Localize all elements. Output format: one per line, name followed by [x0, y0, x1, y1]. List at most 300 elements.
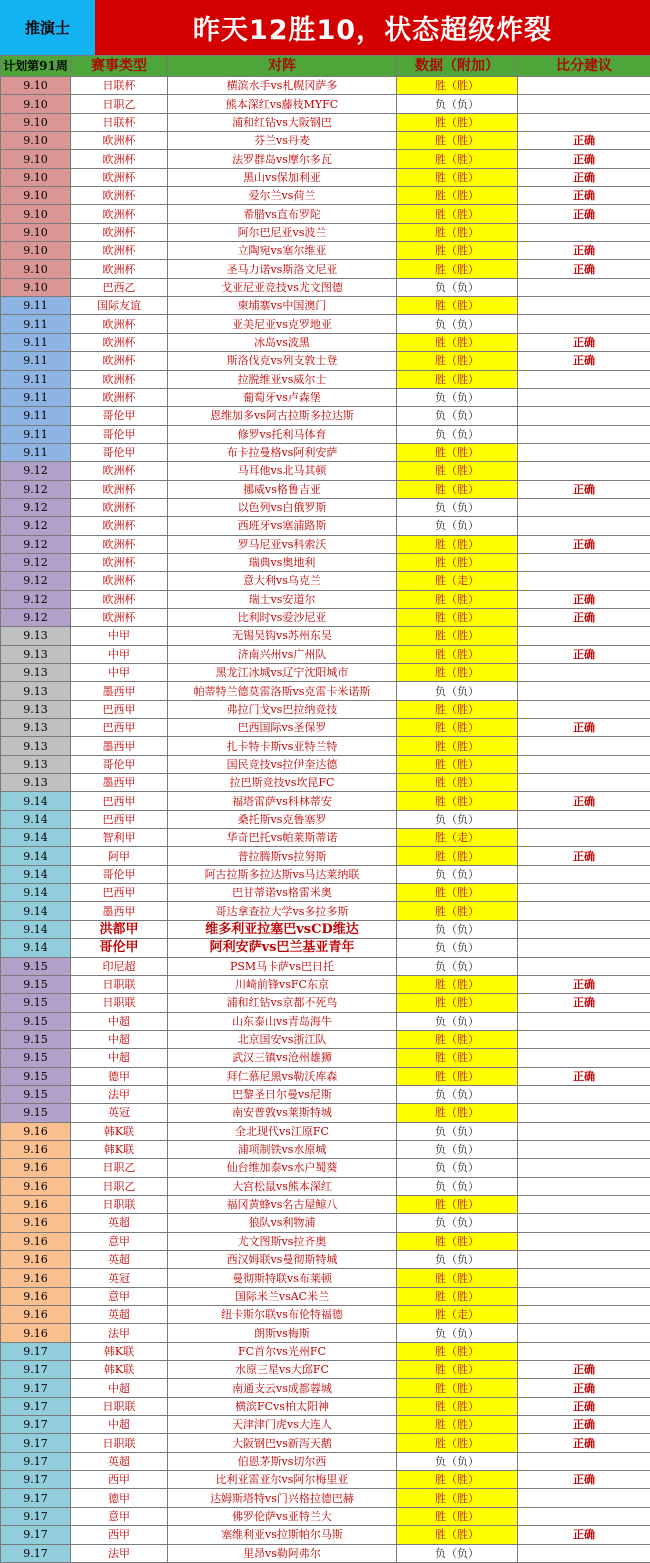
date-cell: 9.14 — [1, 829, 71, 847]
score-cell — [518, 884, 650, 902]
date-cell: 9.12 — [1, 498, 71, 516]
date-cell: 9.15 — [1, 1030, 71, 1048]
league-cell: 巴西甲 — [71, 810, 168, 828]
match-cell: 葡萄牙vs卢森堡 — [168, 388, 397, 406]
league-cell: 西甲 — [71, 1526, 168, 1544]
league-cell: 中超 — [71, 1030, 168, 1048]
result-cell: 负（负） — [397, 920, 518, 938]
date-cell: 9.14 — [1, 865, 71, 883]
league-cell: 印尼超 — [71, 957, 168, 975]
league-cell: 智利甲 — [71, 829, 168, 847]
match-cell: 阿古拉斯多拉达斯vs马达莱纳联 — [168, 865, 397, 883]
result-cell: 胜（胜） — [397, 1434, 518, 1452]
match-cell: 水原三星vs大邱FC — [168, 1361, 397, 1379]
table-row — [1, 113, 650, 131]
score-cell — [518, 865, 650, 883]
result-cell: 负（负） — [397, 810, 518, 828]
date-cell: 9.14 — [1, 847, 71, 865]
score-cell — [518, 810, 650, 828]
date-cell: 9.10 — [1, 113, 71, 131]
match-cell: 以色列vs白俄罗斯 — [168, 498, 397, 516]
table-row — [1, 1306, 650, 1324]
score-cell — [518, 920, 650, 938]
score-cell — [518, 1342, 650, 1360]
result-cell: 胜（胜） — [397, 352, 518, 370]
column-header-type: 赛事类型 — [71, 56, 168, 77]
match-cell: 圣马力诺vs斯洛文尼亚 — [168, 260, 397, 278]
result-cell: 胜（胜） — [397, 1397, 518, 1415]
date-cell: 9.12 — [1, 572, 71, 590]
league-cell: 欧洲杯 — [71, 132, 168, 150]
score-cell — [518, 737, 650, 755]
table-row — [1, 443, 650, 461]
score-cell — [518, 278, 650, 296]
column-header-score: 比分建议 — [518, 56, 650, 77]
table-row — [1, 1416, 650, 1434]
score-cell: 正确 — [518, 994, 650, 1012]
date-cell: 9.11 — [1, 407, 71, 425]
score-cell — [518, 700, 650, 718]
date-cell: 9.11 — [1, 315, 71, 333]
score-cell — [518, 1030, 650, 1048]
match-cell: 黑山vs保加利亚 — [168, 168, 397, 186]
date-cell: 9.16 — [1, 1324, 71, 1342]
table-row — [1, 645, 650, 663]
date-cell: 9.10 — [1, 242, 71, 260]
score-cell — [518, 553, 650, 571]
league-cell: 法甲 — [71, 1544, 168, 1562]
match-cell: 全北现代vs江原FC — [168, 1122, 397, 1140]
date-cell: 9.11 — [1, 443, 71, 461]
date-cell: 9.13 — [1, 682, 71, 700]
result-cell: 胜（胜） — [397, 608, 518, 626]
score-cell: 正确 — [518, 205, 650, 223]
league-cell: 韩K联 — [71, 1140, 168, 1158]
date-cell: 9.13 — [1, 627, 71, 645]
result-cell: 胜（胜） — [397, 333, 518, 351]
score-cell — [518, 1214, 650, 1232]
score-cell — [518, 443, 650, 461]
date-cell: 9.10 — [1, 260, 71, 278]
score-cell — [518, 939, 650, 957]
match-cell: 西班牙vs塞浦路斯 — [168, 517, 397, 535]
table-row — [1, 1342, 650, 1360]
table-row — [1, 1397, 650, 1415]
table-row — [1, 1489, 650, 1507]
date-cell: 9.17 — [1, 1397, 71, 1415]
score-cell — [518, 1122, 650, 1140]
league-cell: 英冠 — [71, 1104, 168, 1122]
league-cell: 欧洲杯 — [71, 608, 168, 626]
date-cell: 9.17 — [1, 1489, 71, 1507]
match-cell: 熊本深红vs藤枝MYFC — [168, 95, 397, 113]
date-cell: 9.10 — [1, 223, 71, 241]
result-cell: 负（负） — [397, 682, 518, 700]
score-cell — [518, 1140, 650, 1158]
score-cell — [518, 755, 650, 773]
score-cell — [518, 682, 650, 700]
date-cell: 9.16 — [1, 1159, 71, 1177]
score-cell — [518, 517, 650, 535]
score-cell — [518, 1452, 650, 1470]
result-cell: 胜（胜） — [397, 700, 518, 718]
league-cell: 哥伦甲 — [71, 425, 168, 443]
table-row — [1, 425, 650, 443]
result-cell: 胜（胜） — [397, 1361, 518, 1379]
table-row — [1, 1507, 650, 1525]
match-cell: 弗拉门戈vs巴拉纳竞技 — [168, 700, 397, 718]
match-cell: 爱尔兰vs荷兰 — [168, 187, 397, 205]
date-cell: 9.15 — [1, 1085, 71, 1103]
date-cell: 9.15 — [1, 957, 71, 975]
score-cell — [518, 1306, 650, 1324]
league-cell: 欧洲杯 — [71, 370, 168, 388]
date-cell: 9.12 — [1, 553, 71, 571]
table-row — [1, 1471, 650, 1489]
table-row — [1, 1526, 650, 1544]
date-cell: 9.11 — [1, 352, 71, 370]
result-cell: 负（负） — [397, 1251, 518, 1269]
league-cell: 中超 — [71, 1012, 168, 1030]
result-cell: 胜（胜） — [397, 590, 518, 608]
score-cell — [518, 297, 650, 315]
score-cell — [518, 1507, 650, 1525]
date-cell: 9.10 — [1, 168, 71, 186]
league-cell: 欧洲杯 — [71, 388, 168, 406]
score-cell — [518, 1269, 650, 1287]
league-cell: 国际友谊 — [71, 297, 168, 315]
match-cell: 巴黎圣日尔曼vs尼斯 — [168, 1085, 397, 1103]
table-row — [1, 719, 650, 737]
table-row — [1, 664, 650, 682]
table-row — [1, 1324, 650, 1342]
table-row — [1, 1379, 650, 1397]
league-cell: 墨西甲 — [71, 774, 168, 792]
match-cell: 尤文图斯vs拉齐奥 — [168, 1232, 397, 1250]
result-cell: 胜（胜） — [397, 627, 518, 645]
table-row — [1, 535, 650, 553]
league-cell: 韩K联 — [71, 1361, 168, 1379]
table-row — [1, 1177, 650, 1195]
date-cell: 9.13 — [1, 774, 71, 792]
table-row — [1, 847, 650, 865]
match-cell: 修罗vs托利马体育 — [168, 425, 397, 443]
match-cell: 亚美尼亚vs克罗地亚 — [168, 315, 397, 333]
score-cell: 正确 — [518, 847, 650, 865]
table-row — [1, 388, 650, 406]
date-cell: 9.17 — [1, 1471, 71, 1489]
table-row — [1, 957, 650, 975]
result-cell: 胜（胜） — [397, 168, 518, 186]
score-cell — [518, 1251, 650, 1269]
table-row — [1, 297, 650, 315]
league-cell: 哥伦甲 — [71, 407, 168, 425]
date-cell: 9.11 — [1, 297, 71, 315]
result-cell: 胜（胜） — [397, 480, 518, 498]
league-cell: 墨西甲 — [71, 737, 168, 755]
score-cell — [518, 957, 650, 975]
table-row — [1, 682, 650, 700]
date-cell: 9.16 — [1, 1122, 71, 1140]
date-cell: 9.16 — [1, 1214, 71, 1232]
date-cell: 9.15 — [1, 994, 71, 1012]
league-cell: 英超 — [71, 1452, 168, 1470]
table-row — [1, 553, 650, 571]
league-cell: 欧洲杯 — [71, 205, 168, 223]
result-cell: 负（负） — [397, 1177, 518, 1195]
result-cell: 负（负） — [397, 957, 518, 975]
result-cell: 负（负） — [397, 1452, 518, 1470]
score-cell: 正确 — [518, 1379, 650, 1397]
date-cell: 9.12 — [1, 608, 71, 626]
banner — [0, 0, 650, 55]
league-cell: 欧洲杯 — [71, 462, 168, 480]
league-cell: 中甲 — [71, 627, 168, 645]
league-cell: 英超 — [71, 1306, 168, 1324]
table-row — [1, 902, 650, 920]
table-row — [1, 920, 650, 938]
date-cell: 9.15 — [1, 1104, 71, 1122]
table-row — [1, 205, 650, 223]
date-cell: 9.17 — [1, 1526, 71, 1544]
table-row — [1, 1287, 650, 1305]
header-row — [1, 56, 650, 77]
league-cell: 巴西乙 — [71, 278, 168, 296]
match-cell: 里昂vs勒阿弗尔 — [168, 1544, 397, 1562]
result-cell: 胜（走） — [397, 829, 518, 847]
table-row — [1, 1232, 650, 1250]
result-cell: 胜（胜） — [397, 1342, 518, 1360]
match-cell: 国际米兰vsAC米兰 — [168, 1287, 397, 1305]
score-cell — [518, 370, 650, 388]
score-cell — [518, 315, 650, 333]
score-cell — [518, 95, 650, 113]
date-cell: 9.10 — [1, 77, 71, 95]
match-cell: 武汉三镇vs沧州雄狮 — [168, 1049, 397, 1067]
table-row — [1, 1544, 650, 1562]
table-row — [1, 774, 650, 792]
date-cell: 9.10 — [1, 150, 71, 168]
table-row — [1, 1012, 650, 1030]
date-cell: 9.10 — [1, 95, 71, 113]
date-cell: 9.17 — [1, 1544, 71, 1562]
match-cell: 朗斯vs梅斯 — [168, 1324, 397, 1342]
table-row — [1, 517, 650, 535]
date-cell: 9.12 — [1, 535, 71, 553]
match-cell: 大宫松鼠vs熊本深红 — [168, 1177, 397, 1195]
score-cell — [518, 1085, 650, 1103]
score-cell: 正确 — [518, 590, 650, 608]
result-cell: 负（负） — [397, 939, 518, 957]
match-cell: 马耳他vs北马其顿 — [168, 462, 397, 480]
result-cell: 胜（胜） — [397, 1287, 518, 1305]
date-cell: 9.13 — [1, 664, 71, 682]
league-cell: 墨西甲 — [71, 682, 168, 700]
date-cell: 9.11 — [1, 333, 71, 351]
date-cell: 9.17 — [1, 1379, 71, 1397]
match-cell: 西汉姆联vs曼彻斯特城 — [168, 1251, 397, 1269]
table-row — [1, 370, 650, 388]
result-cell: 胜（胜） — [397, 242, 518, 260]
match-cell: 济南兴州vs广州队 — [168, 645, 397, 663]
table-row — [1, 755, 650, 773]
result-cell: 胜（胜） — [397, 187, 518, 205]
date-cell: 9.14 — [1, 884, 71, 902]
result-cell: 胜（胜） — [397, 1232, 518, 1250]
date-cell: 9.10 — [1, 187, 71, 205]
result-cell: 负（负） — [397, 498, 518, 516]
table-row — [1, 829, 650, 847]
table-row — [1, 132, 650, 150]
score-cell: 正确 — [518, 975, 650, 993]
table-row — [1, 498, 650, 516]
match-cell: 挪威vs格鲁吉亚 — [168, 480, 397, 498]
result-cell: 胜（胜） — [397, 1379, 518, 1397]
table-row — [1, 1269, 650, 1287]
date-cell: 9.16 — [1, 1177, 71, 1195]
score-cell — [518, 1049, 650, 1067]
score-cell: 正确 — [518, 1067, 650, 1085]
league-cell: 日联杯 — [71, 77, 168, 95]
match-cell: 普拉腾斯vs拉努斯 — [168, 847, 397, 865]
match-cell: 浦和红钻vs大阪钢巴 — [168, 113, 397, 131]
league-cell: 日职联 — [71, 1434, 168, 1452]
match-cell: 罗马尼亚vs科索沃 — [168, 535, 397, 553]
match-cell: 曼彻斯特联vs布莱顿 — [168, 1269, 397, 1287]
result-cell: 胜（胜） — [397, 1067, 518, 1085]
match-cell: 国民竞技vs拉伊奎达德 — [168, 755, 397, 773]
column-header-plan: 计划第91周 — [1, 56, 71, 77]
score-cell: 正确 — [518, 480, 650, 498]
date-cell: 9.16 — [1, 1287, 71, 1305]
date-cell: 9.11 — [1, 370, 71, 388]
result-cell: 胜（胜） — [397, 902, 518, 920]
date-cell: 9.15 — [1, 975, 71, 993]
league-cell: 英超 — [71, 1214, 168, 1232]
table-row — [1, 407, 650, 425]
score-cell — [518, 407, 650, 425]
date-cell: 9.10 — [1, 205, 71, 223]
match-cell: 仙台维加泰vs水户蜀葵 — [168, 1159, 397, 1177]
score-cell — [518, 388, 650, 406]
result-cell: 胜（胜） — [397, 113, 518, 131]
result-cell: 胜（胜） — [397, 975, 518, 993]
table-row — [1, 168, 650, 186]
result-cell: 胜（走） — [397, 572, 518, 590]
score-cell — [518, 498, 650, 516]
table-row — [1, 242, 650, 260]
date-cell: 9.15 — [1, 1049, 71, 1067]
result-cell: 负（负） — [397, 1214, 518, 1232]
league-cell: 欧洲杯 — [71, 315, 168, 333]
score-cell — [518, 774, 650, 792]
result-cell: 负（负） — [397, 1140, 518, 1158]
league-cell: 阿甲 — [71, 847, 168, 865]
date-cell: 9.13 — [1, 755, 71, 773]
result-cell: 负（负） — [397, 388, 518, 406]
score-cell: 正确 — [518, 260, 650, 278]
score-cell: 正确 — [518, 242, 650, 260]
table-row — [1, 1214, 650, 1232]
score-cell — [518, 223, 650, 241]
league-cell: 德甲 — [71, 1067, 168, 1085]
table-row — [1, 810, 650, 828]
result-cell: 负（负） — [397, 1159, 518, 1177]
score-cell: 正确 — [518, 150, 650, 168]
match-cell: PSM马卡萨vs巴日托 — [168, 957, 397, 975]
match-cell: 法罗群岛vs摩尔多瓦 — [168, 150, 397, 168]
league-cell: 欧洲杯 — [71, 498, 168, 516]
result-cell: 胜（胜） — [397, 535, 518, 553]
match-cell: 佛罗伦萨vs亚特兰大 — [168, 1507, 397, 1525]
table-row — [1, 333, 650, 351]
league-cell: 欧洲杯 — [71, 260, 168, 278]
result-cell: 胜（胜） — [397, 1416, 518, 1434]
result-cell: 胜（胜） — [397, 884, 518, 902]
table-row — [1, 737, 650, 755]
league-cell: 哥伦甲 — [71, 939, 168, 957]
score-cell: 正确 — [518, 187, 650, 205]
league-cell: 日职乙 — [71, 1159, 168, 1177]
result-cell: 胜（胜） — [397, 223, 518, 241]
score-cell — [518, 829, 650, 847]
league-cell: 洪都甲 — [71, 920, 168, 938]
league-cell: 中甲 — [71, 645, 168, 663]
date-cell: 9.13 — [1, 645, 71, 663]
match-cell: 哥达拿查拉大学vs多拉多斯 — [168, 902, 397, 920]
result-cell: 胜（胜） — [397, 1269, 518, 1287]
league-cell: 巴西甲 — [71, 700, 168, 718]
score-cell: 正确 — [518, 168, 650, 186]
match-cell: 芬兰vs丹麦 — [168, 132, 397, 150]
result-cell: 负（负） — [397, 425, 518, 443]
league-cell: 欧洲杯 — [71, 150, 168, 168]
result-cell: 胜（胜） — [397, 1030, 518, 1048]
table-row — [1, 1251, 650, 1269]
match-cell: 戈亚尼亚竞技vs尤文图德 — [168, 278, 397, 296]
league-cell: 中超 — [71, 1049, 168, 1067]
result-cell: 负（负） — [397, 278, 518, 296]
date-cell: 9.16 — [1, 1251, 71, 1269]
match-cell: 布卡拉曼格vs阿利安萨 — [168, 443, 397, 461]
league-cell: 欧洲杯 — [71, 480, 168, 498]
match-cell: 瑞典vs奥地利 — [168, 553, 397, 571]
league-cell: 欧洲杯 — [71, 517, 168, 535]
match-cell: 巴西国际vs圣保罗 — [168, 719, 397, 737]
match-cell: 帕蒂特兰德莫雷洛斯vs克雷卡米诺斯 — [168, 682, 397, 700]
table-row — [1, 95, 650, 113]
table-row — [1, 187, 650, 205]
match-cell: 南安普敦vs莱斯特城 — [168, 1104, 397, 1122]
table-row — [1, 1085, 650, 1103]
date-cell: 9.15 — [1, 1067, 71, 1085]
result-cell: 胜（胜） — [397, 297, 518, 315]
date-cell: 9.11 — [1, 388, 71, 406]
league-cell: 墨西甲 — [71, 902, 168, 920]
match-cell: 伯恩茅斯vs切尔西 — [168, 1452, 397, 1470]
result-cell: 负（负） — [397, 1085, 518, 1103]
match-cell: 意大利vs乌克兰 — [168, 572, 397, 590]
league-cell: 欧洲杯 — [71, 333, 168, 351]
match-cell: 拉巴斯竞技vs坎昆FC — [168, 774, 397, 792]
result-cell: 胜（胜） — [397, 1489, 518, 1507]
match-cell: 横滨水手vs札幌冈萨多 — [168, 77, 397, 95]
match-cell: 黑龙江冰城vs辽宁沈阳城市 — [168, 664, 397, 682]
match-cell: 瑞士vs安道尔 — [168, 590, 397, 608]
date-cell: 9.11 — [1, 425, 71, 443]
table-row — [1, 865, 650, 883]
score-cell — [518, 902, 650, 920]
